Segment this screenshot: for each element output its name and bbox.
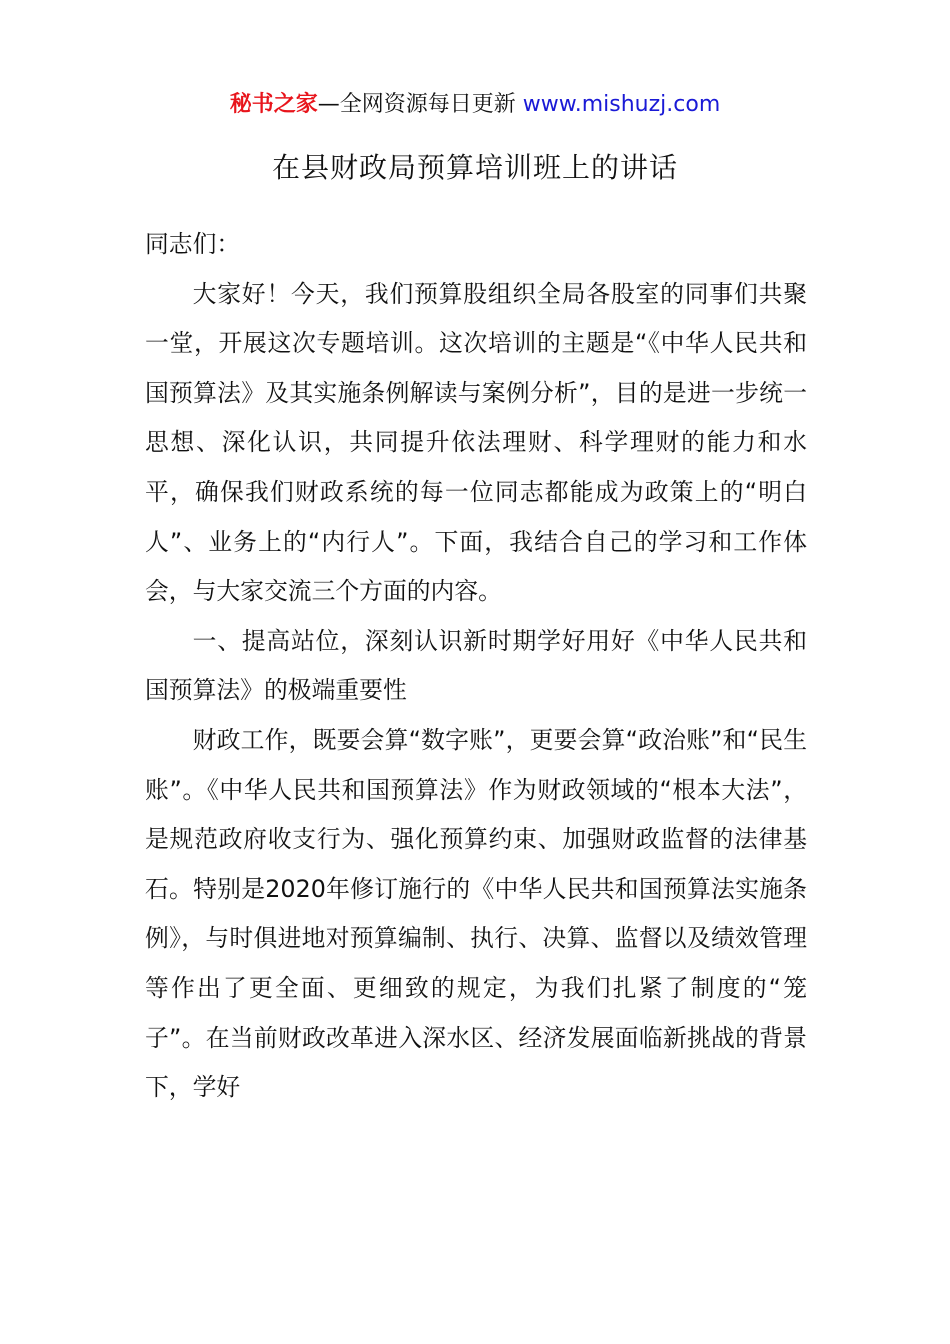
brand-name: 秘书之家 xyxy=(229,92,318,117)
section-heading-1: 一、提高站位，深刻认识新时期学好用好《中华人民共和国预算法》的极端重要性 xyxy=(145,626,807,705)
header-tagline: —全网资源每日更新 xyxy=(317,92,523,117)
paragraph-opening: 大家好！今天，我们预算股组织全局各股室的同事们共聚一堂，开展这次专题培训。这次培训的主题是“《中华人民共和国预算法》及其实施条例解读与案例分析”，目的是进一步统一思想、深化认识，共同提升依法理财、科学理财的能力和水平，确保我们财政系统的每一位同志都能成为政策上的“明白人”、业务上的“内行人”。下面，我结合自己的学习和工作体会，与大家交流三个方面的内容。 xyxy=(145,279,807,606)
paragraph-section-1: 财政工作，既要会算“数字账”，更要会算“政治账”和“民生账”。《中华人民共和国预算法》作为财政领域的“根本大法”，是规范政府收支行为、强化预算约束、加强财政监督的法律基石。特别是2020年修订施行的《中华人民共和国预算法实施条例》，与时俱进地对预算编制、执行、决算、监督以及绩效管理等作出了更全面、更细致的规定，为我们扎紧了制度的“笼子”。在当前财政改革进入深水区、经济发展面临新挑战的背景下，学好 xyxy=(145,725,807,1102)
document-body xyxy=(145,220,807,1113)
site-header xyxy=(0,88,950,122)
salutation: 同志们： xyxy=(145,230,241,258)
document-title: 在县财政局预算培训班上的讲话 xyxy=(271,151,678,184)
site-url-link[interactable]: www.mishuzj.com xyxy=(522,92,721,117)
